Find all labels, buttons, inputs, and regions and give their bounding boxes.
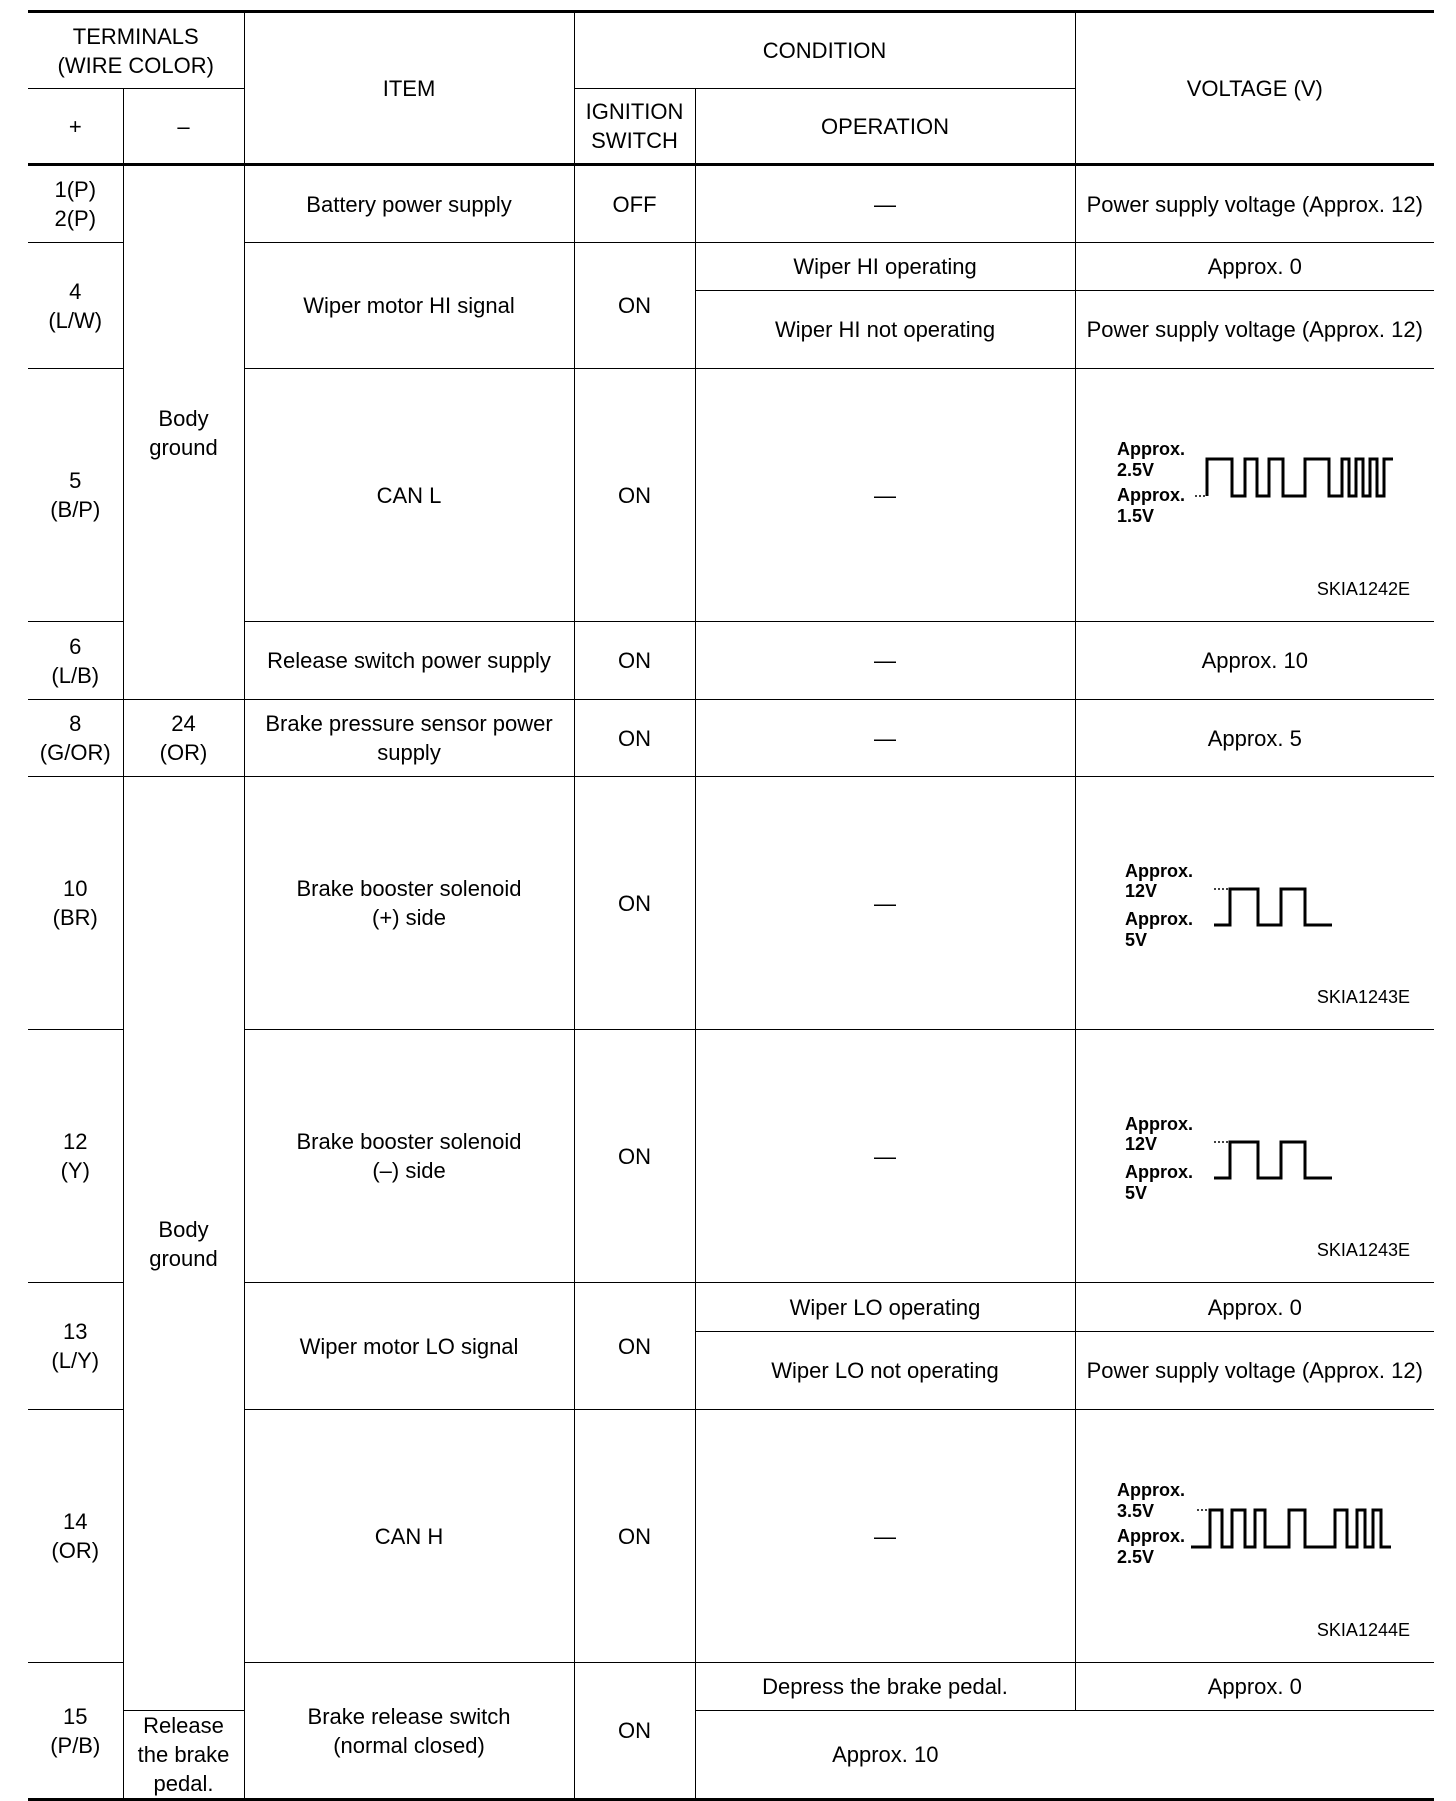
header-operation: OPERATION [695,89,1075,165]
solenoid-minus-waveform [1085,1036,1425,1276]
operation-cell: — [695,1030,1075,1283]
item-cell: CAN L [244,369,574,622]
terminal-number: 14 [63,1509,88,1534]
waveform-label: Approx. [1124,1114,1193,1134]
terminal-wire-color: (L/Y) [51,1348,100,1373]
header-item: ITEM [244,12,574,165]
operation-cell: Depress the brake pedal. [695,1663,1075,1711]
terminal-wire-color: (L/B) [51,662,100,688]
item-line: Brake pressure sensor power [265,711,553,736]
operation-cell: Release the brake pedal. [123,1711,244,1800]
operation-cell: Wiper LO not operating [695,1332,1075,1410]
voltage-cell: Approx. 10 [1075,622,1434,700]
voltage-waveform-cell [1075,369,1434,622]
item-cell: Wiper motor HI signal [244,243,574,369]
terminal-minus [123,700,244,777]
item-cell [244,1663,574,1800]
terminal-number: 13 [63,1319,88,1344]
ignition-cell: ON [574,243,695,369]
header-condition: CONDITION [574,12,1075,89]
terminal-number: 2(P) [54,206,97,231]
terminal-wire-color: (B/P) [50,497,101,522]
item-line: (+) side [372,905,446,930]
waveform-label: Approx. [1124,909,1193,929]
voltage-waveform-cell [1075,1410,1434,1663]
waveform-label: Approx. [1116,1526,1185,1546]
voltage-cell: Approx. 5 [1075,700,1434,777]
operation-cell: — [695,622,1075,700]
waveform-label: 2.5V [1116,1547,1154,1567]
voltage-cell: Approx. 0 [1075,1283,1434,1332]
operation-cell: — [695,1410,1075,1663]
body-ground-line1: Body [158,405,209,431]
terminal-number: 10 [63,876,88,901]
item-line: Brake booster solenoid [296,876,522,901]
figure-code: SKIA1244E [1316,1620,1410,1640]
terminal-plus [28,1283,123,1410]
item-line: Brake release switch [307,1703,511,1729]
waveform-label: 3.5V [1116,1501,1154,1521]
terminal-wire-color: (G/OR) [39,740,111,765]
terminal-number: 15 [63,1703,88,1729]
table-row [28,777,1434,1030]
terminal-wire-color: (OR) [159,740,208,765]
terminal-wire-color: (Y) [60,1158,90,1183]
terminal-wire-color: (BR) [52,905,98,930]
can-h-waveform [1085,1416,1425,1656]
body-ground-line2: ground [149,1245,218,1271]
ignition-cell: ON [574,1030,695,1283]
item-cell: Battery power supply [244,165,574,243]
waveform-label: 12V [1124,1134,1157,1154]
can-l-waveform [1085,375,1425,615]
voltage-cell: Approx. 10 [695,1711,1075,1800]
operation-cell: Wiper HI not operating [695,291,1075,369]
terminal-number: 24 [171,711,196,736]
body-ground-line2: ground [149,434,218,460]
voltage-cell: Power supply voltage (Approx. 12) [1075,165,1434,243]
waveform-label: 12V [1124,881,1157,901]
terminal-plus [28,1663,123,1800]
item-cell: CAN H [244,1410,574,1663]
terminal-number: 12 [63,1129,88,1154]
terminal-plus [28,369,123,622]
terminal-minus-body-ground [123,777,244,1711]
ignition-cell: ON [574,1283,695,1410]
header-plus: + [28,89,123,165]
item-line: Brake booster solenoid [296,1129,522,1154]
waveform-label: Approx. [1116,1480,1185,1500]
table-row [28,700,1434,777]
item-line: supply [377,740,441,765]
item-line: (normal closed) [333,1732,485,1758]
item-cell [244,1030,574,1283]
ignition-cell: ON [574,700,695,777]
operation-cell: — [695,700,1075,777]
item-cell [244,777,574,1030]
terminal-spec-table [28,10,1434,1801]
ignition-cell: ON [574,1410,695,1663]
terminal-plus [28,777,123,1030]
terminal-wire-color: (L/W) [48,307,103,333]
operation-cell: — [695,777,1075,1030]
item-cell [244,700,574,777]
terminal-number: 4 [69,278,82,304]
figure-code: SKIA1243E [1316,987,1410,1007]
voltage-waveform-cell [1075,1030,1434,1283]
ignition-cell: OFF [574,165,695,243]
item-line: (–) side [372,1158,446,1183]
table-row [28,165,1434,243]
solenoid-plus-waveform [1085,783,1425,1023]
terminal-wire-color: (OR) [51,1538,100,1563]
ignition-cell: ON [574,777,695,1030]
terminal-wire-color: (P/B) [50,1732,101,1758]
voltage-cell: Power supply voltage (Approx. 12) [1075,291,1434,369]
operation-cell: Wiper LO operating [695,1283,1075,1332]
item-cell: Wiper motor LO signal [244,1283,574,1410]
waveform-label: 2.5V [1116,460,1154,480]
waveform-label: Approx. [1116,485,1185,505]
waveform-label: 5V [1124,930,1147,950]
terminal-number: 5 [69,468,82,493]
terminal-plus [28,243,123,369]
terminal-plus [28,622,123,700]
header-ignition-line1: IGNITION [585,99,684,124]
voltage-cell: Approx. 0 [1075,243,1434,291]
ignition-cell: ON [574,622,695,700]
header-voltage: VOLTAGE (V) [1075,12,1434,165]
waveform-label: Approx. [1116,439,1185,459]
ignition-cell: ON [574,1663,695,1800]
terminal-minus-body-ground [123,165,244,700]
waveform-label: 5V [1124,1183,1147,1203]
header-terminals-line2: (WIRE COLOR) [57,52,214,78]
table-row [28,1711,1434,1800]
terminal-plus [28,1030,123,1283]
terminal-plus [28,165,123,243]
terminal-plus [28,1410,123,1663]
terminal-plus [28,700,123,777]
header-minus: – [123,89,244,165]
terminal-number: 1(P) [54,177,97,202]
figure-code: SKIA1242E [1316,579,1410,599]
operation-cell: — [695,369,1075,622]
waveform-label: Approx. [1124,861,1193,881]
terminal-number: 6 [69,633,82,659]
body-ground-line1: Body [158,1216,209,1242]
waveform-label: Approx. [1124,1162,1193,1182]
item-cell: Release switch power supply [244,622,574,700]
operation-cell: Wiper HI operating [695,243,1075,291]
terminal-number: 8 [69,711,82,736]
voltage-cell: Approx. 0 [1075,1663,1434,1711]
header-ignition-line2: SWITCH [591,128,678,153]
figure-code: SKIA1243E [1316,1240,1410,1260]
voltage-cell: Power supply voltage (Approx. 12) [1075,1332,1434,1410]
waveform-label: 1.5V [1116,506,1154,526]
header-ignition-switch [574,89,695,165]
operation-cell: — [695,165,1075,243]
header-terminals [28,12,244,89]
voltage-waveform-cell [1075,777,1434,1030]
ignition-cell: ON [574,369,695,622]
header-terminals-line1: TERMINALS [72,23,199,49]
